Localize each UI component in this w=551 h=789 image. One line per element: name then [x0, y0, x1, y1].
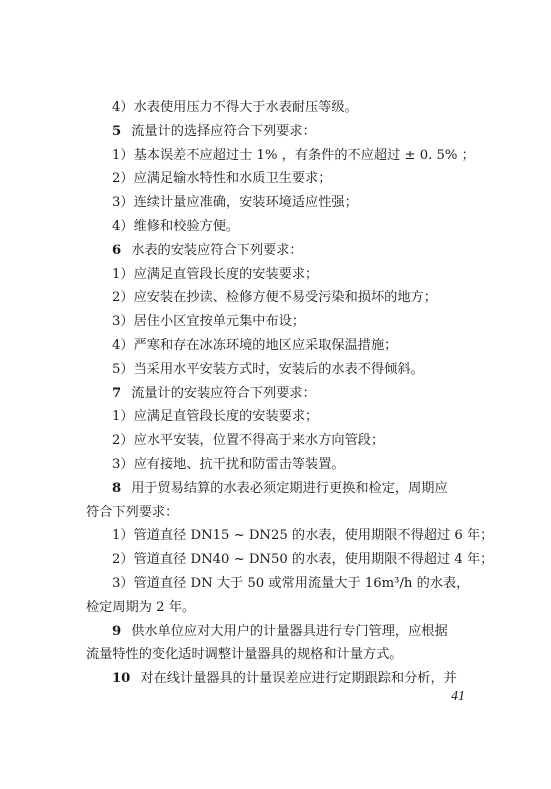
item-line: 4）严寒和存在冰冻环境的地区应采取保温措施；: [112, 337, 398, 353]
item-line: 2）应满足输水特性和水质卫生要求；: [112, 171, 332, 187]
clause-line: [86, 477, 481, 501]
clause-number: 8: [112, 480, 122, 496]
item-line: 1）管道直径 DN15 ~ DN25 的水表，使用期限不得超过 6 年；: [112, 528, 494, 544]
clause-number: 9: [112, 623, 122, 639]
clause-number: 7: [112, 385, 122, 401]
clause-text: 供水单位应对大用户的计量器具进行专门管理，应根据: [131, 623, 448, 639]
item-line: 2）应安装在抄读、检修方便不易受污染和损坏的地方；: [112, 290, 437, 306]
clause-line: [86, 620, 481, 644]
page-number: 41: [451, 689, 465, 704]
continuation-line: 流量特性的变化适时调整计量器具的规格和计量方式。: [86, 647, 403, 663]
clause-text: 水表的安装应符合下列要求：: [131, 242, 303, 258]
item-line: 3）应有接地、抗干扰和防雷击等装置。: [112, 456, 345, 472]
continuation-line: 检定周期为 2 年。: [86, 599, 196, 615]
clause-number: 10: [112, 671, 131, 687]
clause-text: 流量计的安装应符合下列要求：: [131, 385, 316, 401]
item-line: 3）居住小区宜按单元集中布设；: [112, 314, 306, 330]
item-line: 5）当采用水平安装方式时，安装后的水表不得倾斜。: [112, 361, 424, 377]
item-line: 1）基本误差不应超过士 1% ，有条件的不应超过 ± 0. 5% ；: [112, 147, 475, 163]
item-line: 4）维修和校验方便。: [112, 218, 240, 234]
clause-line: [86, 667, 481, 691]
clause-number: 6: [112, 242, 122, 258]
clause-line: [86, 382, 481, 406]
item-line: 2）应水平安装，位置不得高于来水方向管段；: [112, 433, 385, 449]
clause-line: [86, 239, 481, 263]
item-line: 4）水表使用压力不得大于水表耐压等级。: [112, 100, 358, 115]
item-line: 2）管道直径 DN40 ~ DN50 的水表，使用期限不得超过 4 年；: [112, 552, 494, 568]
item-line: 3）连续计量应准确，安装环境适应性强；: [112, 195, 358, 211]
item-line: 1）应满足直管段长度的安装要求；: [112, 266, 319, 282]
item-line: 3）管道直径 DN 大于 50 或常用流量大于 16m³/h 的水表，: [112, 575, 470, 591]
clause-text: 对在线计量器具的计量误差应进行定期跟踪和分析，并: [140, 671, 457, 687]
clause-text: 用于贸易结算的水表必须定期进行更换和检定，周期应: [131, 480, 448, 496]
clause-number: 5: [112, 123, 122, 139]
continuation-line: 符合下列要求：: [86, 504, 179, 520]
document-body: [86, 96, 494, 691]
clause-text: 流量计的选择应符合下列要求：: [131, 123, 316, 139]
clause-line: [86, 120, 481, 144]
item-line: 1）应满足直管段长度的安装要求；: [112, 409, 319, 425]
